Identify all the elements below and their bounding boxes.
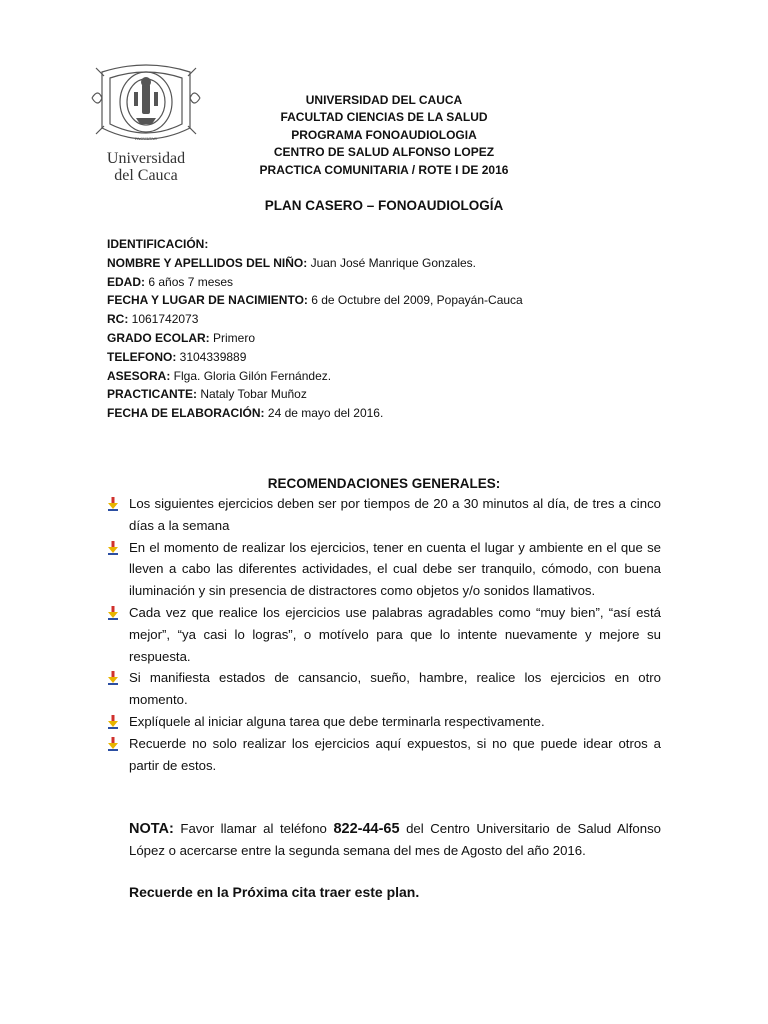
recommendations-title: RECOMENDACIONES GENERALES: bbox=[267, 476, 501, 491]
field-birth bbox=[107, 291, 667, 310]
list-item-text: Recuerde no solo realizar los ejercicios aquí expuestos, si no que puede idear otros a partir de estos. bbox=[129, 735, 661, 773]
list-item bbox=[106, 711, 661, 733]
note-text-after: del Centro Universitario de Salud Alfonso López o acercarse entre la segunda semana del mes de Agosto del año 2016. bbox=[129, 821, 661, 858]
identification-section bbox=[107, 235, 667, 423]
plan-title: PLAN CASERO – FONOAUDIOLOGÍA bbox=[264, 198, 504, 213]
svg-text:FACULTAD: FACULTAD bbox=[134, 136, 158, 141]
list-item-text: Si manifiesta estados de cansancio, sueño, hambre, realice los ejercicios en otro momento. bbox=[129, 670, 661, 708]
arrow-down-bullet-icon bbox=[106, 715, 120, 729]
field-label: TELEFONO: bbox=[107, 349, 177, 364]
field-advisor bbox=[107, 367, 667, 386]
field-label: RC: bbox=[107, 312, 129, 327]
field-label: PRACTICANTE: bbox=[107, 387, 197, 402]
list-item bbox=[106, 733, 661, 777]
field-value: Nataly Tobar Muñoz bbox=[197, 387, 307, 402]
field-child-name bbox=[107, 254, 667, 273]
field-value: Flga. Gloria Gilón Fernández. bbox=[170, 368, 332, 383]
list-item-text: Explíquele al iniciar alguna tarea que debe terminarla respectivamente. bbox=[129, 713, 545, 729]
field-value: 6 años 7 meses bbox=[145, 274, 234, 289]
arrow-down-bullet-icon bbox=[106, 606, 120, 620]
field-rc bbox=[107, 310, 667, 329]
identification-heading: IDENTIFICACIÓN: bbox=[107, 237, 209, 251]
field-value: 3104339889 bbox=[176, 349, 247, 364]
field-value: 1061742073 bbox=[128, 312, 199, 327]
field-date bbox=[107, 404, 667, 423]
field-value: 6 de Octubre del 2009, Popayán-Cauca bbox=[307, 293, 523, 308]
reminder-text: Recuerde en la Próxima cita traer este plan. bbox=[129, 884, 420, 900]
field-label: FECHA DE ELABORACIÓN: bbox=[107, 406, 265, 421]
field-phone bbox=[107, 348, 667, 367]
note-paragraph bbox=[129, 818, 661, 862]
arrow-down-bullet-icon bbox=[106, 737, 120, 751]
header-faculty: FACULTAD CIENCIAS DE LA SALUD bbox=[280, 110, 488, 125]
note-label: NOTA: bbox=[129, 821, 174, 837]
list-item bbox=[106, 602, 661, 667]
field-value: 24 de mayo del 2016. bbox=[264, 406, 384, 421]
field-label: ASESORA: bbox=[107, 368, 171, 383]
header-practice: PRACTICA COMUNITARIA / ROTE I DE 2016 bbox=[259, 162, 509, 177]
field-practitioner bbox=[107, 385, 667, 404]
note-phone: 822-44-65 bbox=[333, 821, 400, 837]
arrow-down-bullet-icon bbox=[106, 671, 120, 685]
list-item bbox=[106, 537, 661, 602]
logo-line-1: Universidad bbox=[106, 150, 186, 167]
list-item-text: Cada vez que realice los ejercicios use palabras agradables como “muy bien”, “así está mejor”, “ya casi lo logras”, o motívelo para que lo intente nuevamente y mejore su respuesta. bbox=[129, 604, 661, 664]
document-header bbox=[230, 92, 538, 179]
university-seal-icon bbox=[90, 58, 202, 150]
header-center: CENTRO DE SALUD ALFONSO LOPEZ bbox=[273, 145, 495, 160]
field-label: FECHA Y LUGAR DE NACIMIENTO: bbox=[107, 293, 308, 308]
recommendations-list bbox=[106, 493, 661, 776]
header-university: UNIVERSIDAD DEL CAUCA bbox=[305, 93, 463, 107]
field-value: Juan José Manrique Gonzales. bbox=[307, 255, 477, 270]
arrow-down-bullet-icon bbox=[106, 541, 120, 555]
field-age bbox=[107, 273, 667, 292]
list-item-text: Los siguientes ejercicios deben ser por tiempos de 20 a 30 minutos al día, de tres a cinco días a la semana bbox=[129, 496, 661, 533]
list-item-text: En el momento de realizar los ejercicios, tener en cuenta el lugar y ambiente en el que se lleven a cabo las diferentes actividades, el cual debe ser tranquilo, cómodo, con buena iluminación y sin presencia de distractores como objetos y/o sonidos llamativos. bbox=[129, 539, 661, 599]
field-label: NOMBRE Y APELLIDOS DEL NIÑO: bbox=[107, 255, 308, 270]
field-value: Primero bbox=[209, 330, 256, 345]
list-item bbox=[106, 667, 661, 711]
field-label: EDAD: bbox=[107, 274, 145, 289]
note-text-before: Favor llamar al teléfono bbox=[173, 821, 334, 836]
list-item bbox=[106, 493, 661, 537]
field-grade bbox=[107, 329, 667, 348]
field-label: GRADO ECOLAR: bbox=[107, 330, 210, 345]
header-program: PROGRAMA FONOAUDIOLOGIA bbox=[291, 127, 477, 142]
arrow-down-bullet-icon bbox=[106, 497, 120, 511]
university-logo bbox=[90, 58, 202, 188]
logo-line-2: del Cauca bbox=[114, 167, 178, 184]
